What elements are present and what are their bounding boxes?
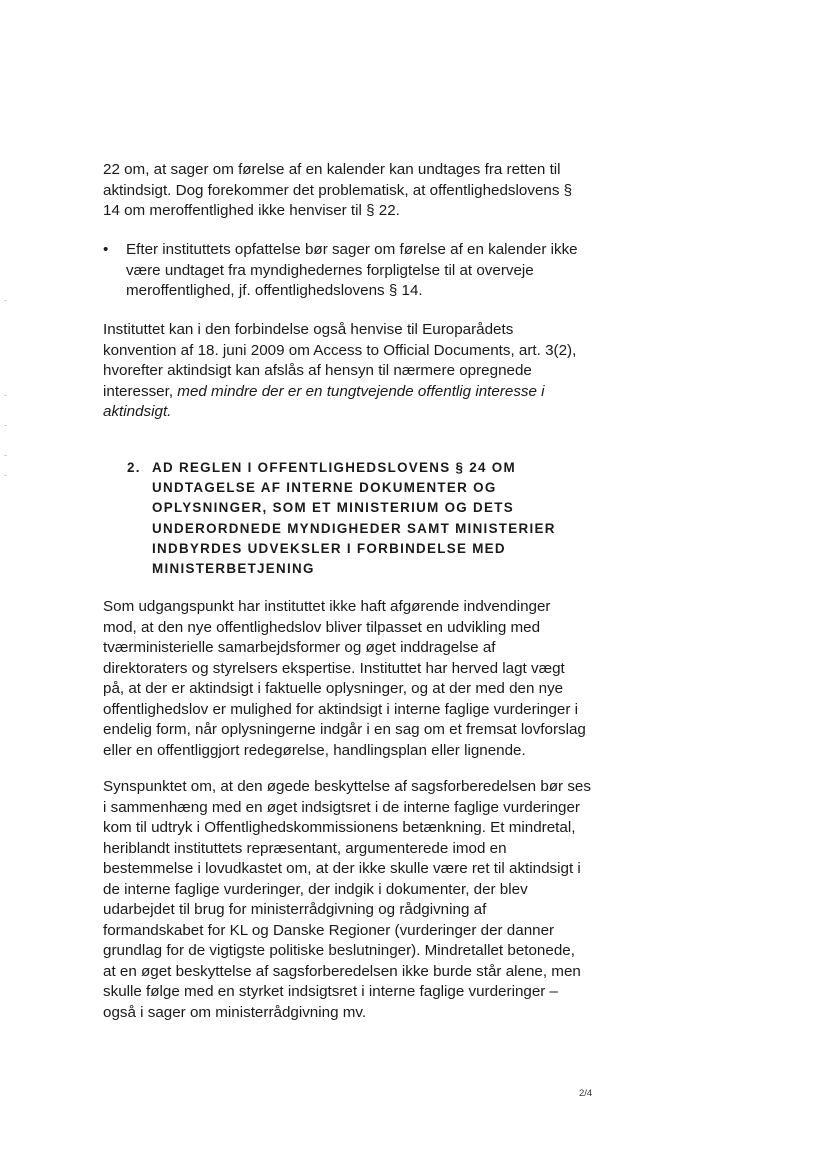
bullet-text — [126, 240, 578, 302]
scan-mark — [4, 395, 7, 396]
text-line: også i sager om ministerrådgivning mv. — [103, 1003, 367, 1021]
text-line: heriblandt instituttets repræsentant, argumenterede imod en — [103, 839, 507, 857]
text-line: eller en offentliggjort redegørelse, handlingsplan eller lignende. — [103, 741, 526, 759]
text-line: grundlag for de vigtigste politiske beslutninger). Mindretallet betonede, — [103, 942, 575, 959]
text-line: meroffentlighed, jf. offentlighedslovens § 14. — [126, 282, 423, 299]
scan-mark — [4, 425, 7, 426]
text-line: skulle følge med en styrket indsigtsret i interne faglige vurderinger – — [103, 983, 559, 1000]
paragraph-1 — [103, 160, 573, 222]
text-plain: interesser, — [103, 382, 178, 400]
text-line: offentlighedslov er mulighed for aktindsigt i interne faglige vurderinger i — [103, 700, 579, 718]
text-line: Instituttet kan i den forbindelse også henvise til Europarådets — [103, 321, 514, 338]
text-line: i sammenhæng med en øget indsigtsret i de interne faglige vurderinger — [103, 798, 580, 816]
text-line: udarbejdet til brug for ministerrådgivning og rådgivning af — [103, 901, 487, 918]
paragraph-2 — [103, 320, 577, 423]
text-line: mod, at den nye offentlighedslov bliver tilpasset en udvikling med — [103, 618, 541, 636]
text-line: kom til udtryk i Offentlighedskommissionens betænkning. Et mindretal, — [103, 819, 576, 836]
page-number: 2/4 — [579, 1088, 593, 1099]
text-line: være undtaget fra myndighedernes forpligtelse til at overveje — [126, 261, 534, 279]
text-line: Som udgangspunkt har instituttet ikke haft afgørende indvendinger — [103, 598, 551, 615]
section-number: 2. — [127, 460, 141, 475]
heading-line: UNDERORDNEDE MYNDIGHEDER SAMT MINISTERIER — [152, 520, 556, 536]
text-line: bestemmelse i lovudkastet om, at der ikke skulle være ret til aktindsigt i — [103, 860, 581, 877]
heading-line: INDBYRDES UDVEKSLER I FORBINDELSE MED — [152, 540, 506, 556]
text-line: direktoraters og styrelsers ekspertise. Instituttet har herved lagt vægt — [103, 659, 565, 677]
scan-mark — [4, 300, 7, 301]
text-line — [103, 382, 573, 403]
paragraph-4 — [103, 777, 591, 1023]
scan-mark — [4, 455, 7, 456]
section-title — [152, 458, 556, 579]
paragraph-3 — [103, 597, 586, 761]
text-line: de interne faglige vurderinger, der indgik i dokumenter, der blev — [103, 880, 528, 898]
scan-mark — [4, 475, 7, 476]
heading-line: MINISTERBETJENING — [152, 561, 315, 577]
text-line: hvorefter aktindsigt kan afslås af hensyn til nærmere opregnede — [103, 362, 532, 379]
text-line: aktindsigt. Dog forekommer det problematisk, at offentlighedslovens § — [103, 181, 573, 199]
text-line: konvention af 18. juni 2009 om Access to Official Documents, art. 3(2), — [103, 341, 577, 359]
text-line: at en øget beskyttelse af sagsforberedelsen ikke burde står alene, men — [103, 962, 581, 980]
text-line: Synspunktet om, at den øgede beskyttelse af sagsforberedelsen bør ses — [103, 778, 591, 795]
bullet-marker: • — [103, 241, 109, 258]
text-line: formandskabet for KL og Danske Regioner (vurderinger der danner — [103, 921, 555, 939]
heading-line: UNDTAGELSE AF INTERNE DOKUMENTER OG — [152, 480, 497, 496]
text-line: tværministerielle samarbejdsformer og øget inddragelse af — [103, 639, 496, 656]
text-line: 22 om, at sager om førelse af en kalender kan undtages fra retten til — [103, 161, 561, 178]
text-line: aktindsigt. — [103, 403, 172, 420]
heading-line: AD REGLEN I OFFENTLIGHEDSLOVENS § 24 OM — [152, 460, 516, 475]
text-line: Efter instituttets opfattelse bør sager om førelse af en kalender ikke — [126, 241, 578, 258]
text-line: på, at der er aktindsigt i faktuelle oplysninger, og at der med den nye — [103, 680, 564, 697]
text-line: 14 om meroffentlighed ikke henviser til § 22. — [103, 202, 400, 219]
heading-line: OPLYSNINGER, SOM ET MINISTERIUM OG DETS — [152, 500, 514, 516]
text-italic: med mindre der er en tungtvejende offentlig interesse i — [177, 382, 545, 400]
text-line: endelig form, når oplysningerne indgår i en sag om et fremsat lovforslag — [103, 721, 586, 738]
